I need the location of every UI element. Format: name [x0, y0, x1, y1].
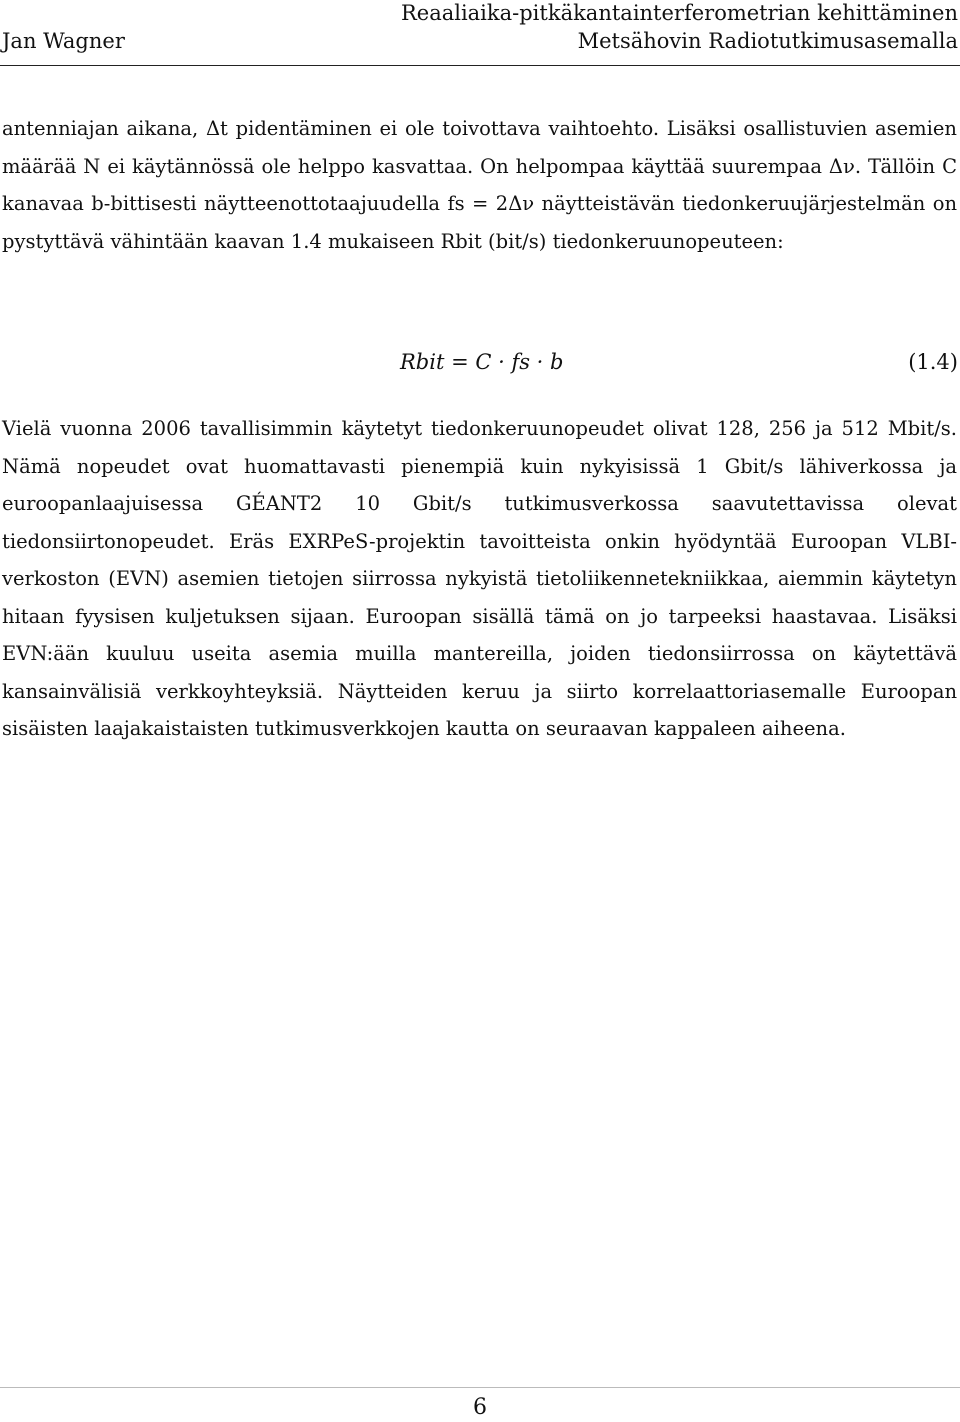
header-title	[401, 0, 958, 55]
header-title-line-1: Reaaliaika-pitkäkantainterferometrian kehittäminen	[400, 1, 958, 25]
header-divider	[0, 65, 960, 66]
equation-number: (1.4)	[908, 350, 958, 374]
page-number: 6	[473, 1395, 487, 1420]
header-author: Jan Wagner	[2, 29, 125, 53]
equation-formula: Rbit = C · fs · b	[400, 350, 564, 374]
body-paragraph-2: Vielä vuonna 2006 tavallisimmin käytetyt tiedonkeruunopeudet olivat 128, 256 ja 512 Mbit/s. Nämä nopeudet ovat huomattavasti pienempiä kuin nykyisissä 1 Gbit/s lähiverkossa ja euroopanlaajuisessa GÉANT2 10 Gbit/s tutkimusverkossa saavutettavissa olevat tiedonsiirtonopeudet. Eräs EXRPeS-projektin tavoitteista onkin hyödyntää Euroopan VLBI-verkoston (EVN) asemien tietojen siirrossa nykyistä tietoliikennetekniikkaa, aiemmin käytetyn hitaan fyysisen kuljetuksen sijaan. Euroopan sisällä tämä on jo tarpeeksi haastavaa. Lisäksi EVN:ään kuuluu useita asemia muilla mantereilla, joiden tiedonsiirrossa on käytettävä kansainvälisiä verkkoyhteyksiä. Näytteiden keruu ja siirto korrelaattoriasemalle Euroopan sisäisten laajakaistaisten tutkimusverkkojen kautta on seuraavan kappaleen aiheena.	[2, 417, 957, 740]
footer-divider	[0, 1387, 960, 1388]
page-header	[0, 0, 960, 58]
header-title-line-2: Metsähovin Radiotutkimusasemalla	[577, 29, 958, 53]
body-paragraph-1: antenniajan aikana, Δt pidentäminen ei ole toivottava vaihtoehto. Lisäksi osallistuvien asemien määrää N ei käytännössä ole helppo kasvattaa. On helpompaa käyttää suurempaa Δν. Tällöin C kanavaa b-bittisesti näytteenottotaajuudella fs = 2Δν näytteistävän tiedonkeruujärjestelmän on pystyttävä vähintään kaavan 1.4 mukaiseen Rbit (bit/s) tiedonkeruunopeuteen:	[2, 117, 957, 253]
equation-block	[0, 350, 960, 390]
